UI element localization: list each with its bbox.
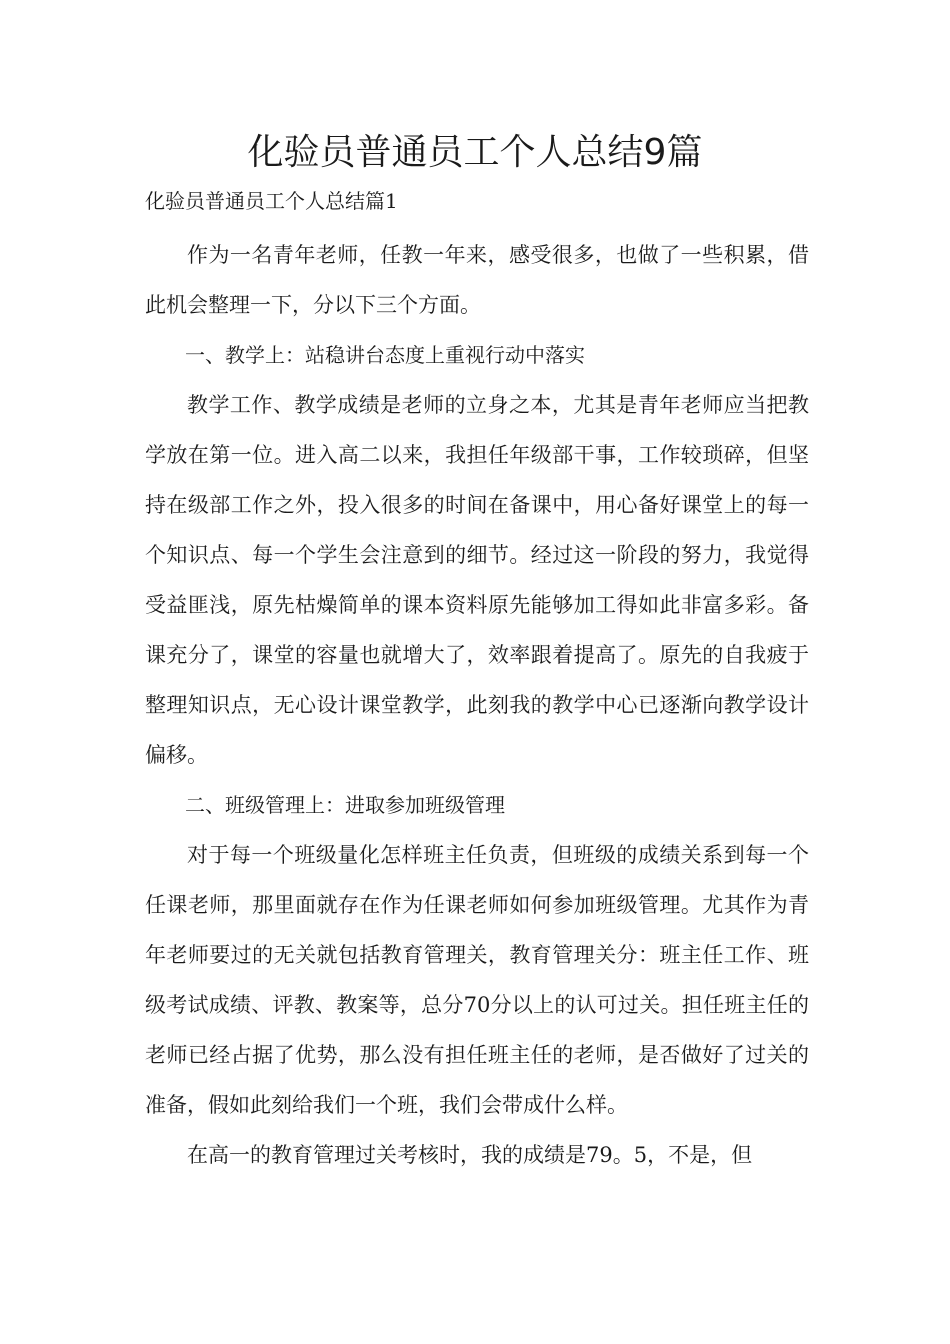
heading-class-management: 二、班级管理上：进取参加班级管理: [185, 793, 505, 817]
heading-teaching: 一、教学上：站稳讲台态度上重视行动中落实: [185, 343, 585, 367]
paragraph-intro: 作为一名青年老师，任教一年来，感受很多，也做了一些积累，借此机会整理一下，分以下三个方面。: [145, 243, 809, 317]
paragraph-class-management: 对于每一个班级量化怎样班主任负责，但班级的成绩关系到每一个任课老师，那里面就存在作为任课老师如何参加班级管理。尤其作为青年老师要过的无关就包括教育管理关，教育管理关分：班主任工作、班级考试成绩、评教、教案等，总分70分以上的认可过关。担任班主任的老师已经占据了优势，那么没有担任班主任的老师，是否做好了过关的准备，假如此刻给我们一个班，我们会带成什么样。: [145, 843, 809, 1117]
document-body: [145, 230, 809, 1180]
paragraph-teaching: 教学工作、教学成绩是老师的立身之本，尤其是青年老师应当把教学放在第一位。进入高二以来，我担任年级部干事，工作较琐碎，但坚持在级部工作之外，投入很多的时间在备课中，用心备好课堂上的每一个知识点、每一个学生会注意到的细节。经过这一阶段的努力，我觉得受益匪浅，原先枯燥简单的课本资料原先能够加工得如此非富多彩。备课充分了，课堂的容量也就增大了，效率跟着提高了。原先的自我疲于整理知识点，无心设计课堂教学，此刻我的教学中心已逐渐向教学设计偏移。: [145, 393, 809, 767]
document-title: 化验员普通员工个人总结9篇: [247, 132, 703, 173]
section-subtitle: 化验员普通员工个人总结篇1: [145, 189, 398, 213]
paragraph-assessment: 在高一的教育管理过关考核时，我的成绩是79。5，不是，但: [187, 1143, 753, 1167]
